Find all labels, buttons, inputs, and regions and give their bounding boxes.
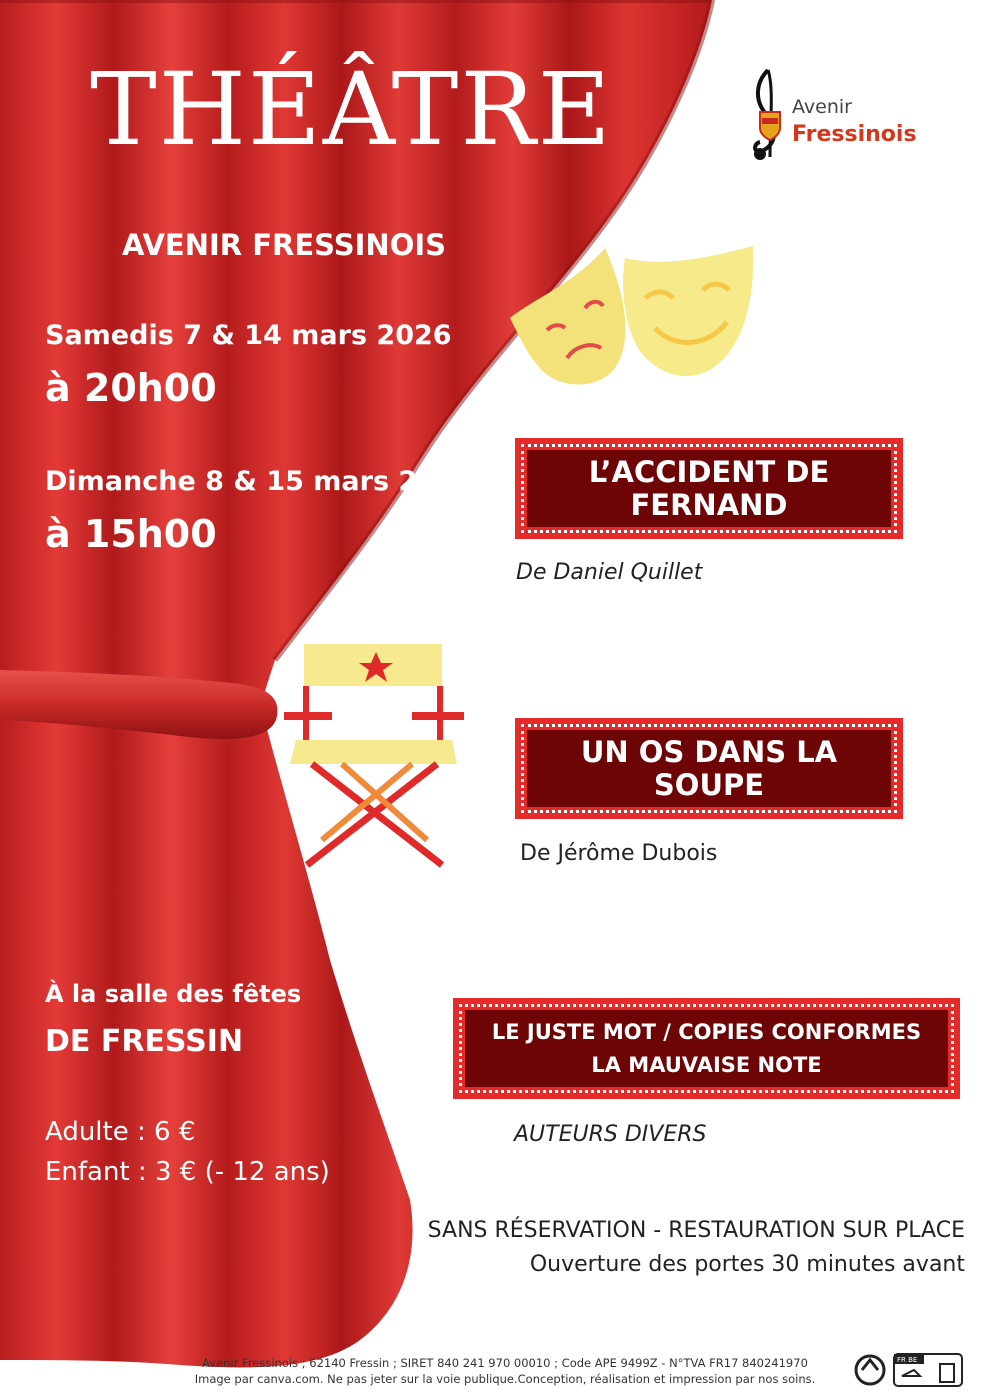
venue-line-1: À la salle des fêtes: [45, 980, 302, 1008]
play-1-author: De Daniel Quillet: [516, 560, 703, 585]
play-title-sign-3: [453, 998, 960, 1099]
schedule-days-2: Dimanche 8 & 15 mars 2026: [45, 466, 474, 497]
poster-title: THÉÂTRE: [90, 51, 613, 168]
triman-label: FR BE: [897, 1356, 918, 1364]
play-3-title-line-1: LE JUSTE MOT / COPIES CONFORMES: [491, 1019, 922, 1044]
schedule-days-1: Samedis 7 & 14 mars 2026: [45, 320, 452, 351]
play-title-sign-1: [515, 438, 903, 539]
play-title-plate: [527, 450, 891, 527]
play-title-plate: [465, 1010, 948, 1087]
director-chair-icon: [282, 640, 467, 872]
play-1-title-line-1: L’ACCIDENT DE: [588, 454, 830, 489]
footer-legal-line: Avenir Fressinois ; 62140 Fressin ; SIRET 840 241 970 00010 ; Code APE 9499Z - N°TVA FR17 840241970: [202, 1356, 808, 1370]
schedule-time-1: à 20h00: [45, 366, 217, 410]
play-2-title-line-1: UN OS DANS LA: [580, 734, 838, 769]
venue-line-2: DE FRESSIN: [45, 1024, 244, 1059]
theatre-masks-icon: [505, 238, 760, 393]
organizer-name: AVENIR FRESSINOIS: [122, 228, 447, 262]
price-child: Enfant : 3 € (- 12 ans): [45, 1157, 330, 1187]
doors-open-note: Ouverture des portes 30 minutes avant: [529, 1252, 965, 1277]
logo-text-fressinois: Fressinois: [792, 122, 917, 147]
reservation-note: SANS RÉSERVATION - RESTAURATION SUR PLACE: [427, 1218, 965, 1243]
footer-credits-line: Image par canva.com. Ne pas jeter sur la voie publique.Conception, réalisation et impression par nos soins.: [194, 1372, 816, 1386]
recycling-logo-icon: [852, 1350, 967, 1390]
play-title-plate: [527, 730, 891, 807]
logo-text-avenir: Avenir: [792, 96, 852, 118]
play-title-sign-2: [515, 718, 903, 819]
play-3-author: AUTEURS DIVERS: [514, 1122, 707, 1147]
price-adult: Adulte : 6 €: [45, 1117, 196, 1147]
schedule-time-2: à 15h00: [45, 512, 217, 556]
play-1-title-line-2: FERNAND: [630, 487, 788, 522]
play-2-author: De Jérôme Dubois: [520, 841, 718, 866]
play-2-title-line-2: SOUPE: [653, 767, 765, 802]
play-3-title-line-2: LA MAUVAISE NOTE: [591, 1052, 822, 1077]
